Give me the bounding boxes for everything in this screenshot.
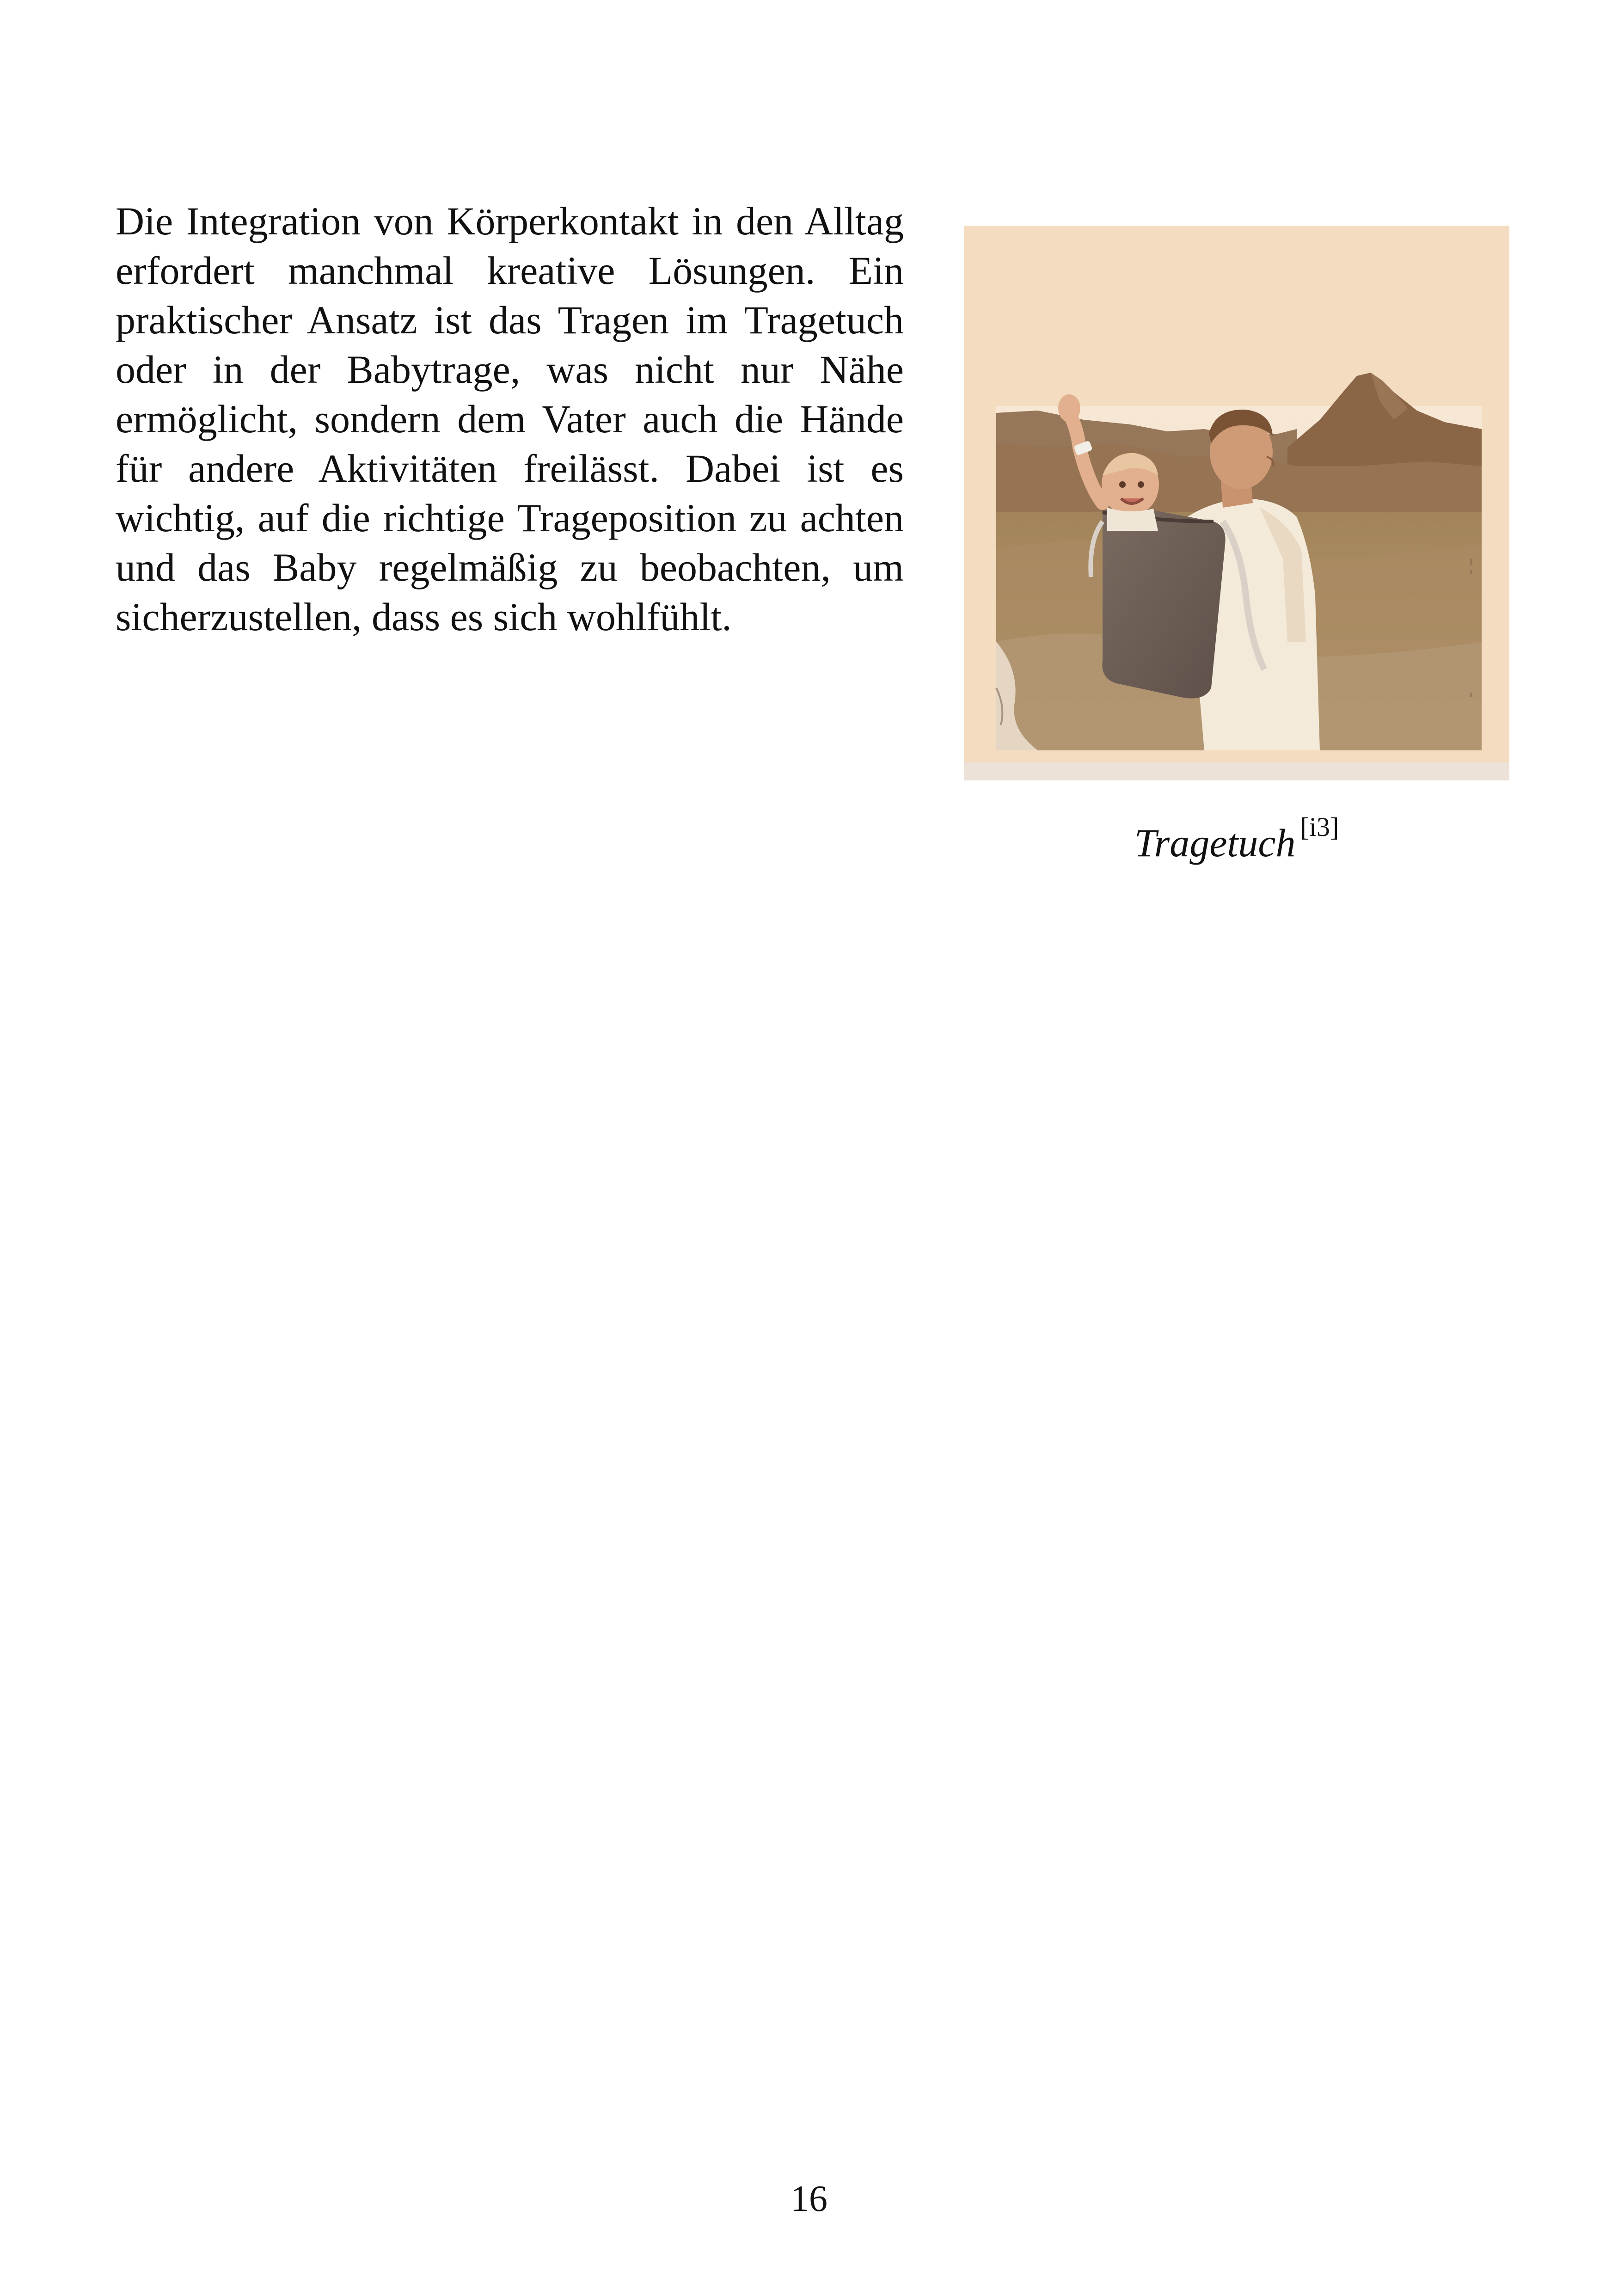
caption-reference: [i3] xyxy=(1300,812,1339,842)
page-number: 16 xyxy=(791,2179,827,2219)
carrier-fabric xyxy=(1102,506,1225,699)
caption-text: Tragetuch xyxy=(1134,821,1296,865)
vintage-photo xyxy=(964,226,1509,780)
body-paragraph: Die Integration von Körperkontakt in den Alltag erfordert manchmal kreative Lösungen. Ein praktischer Ansatz ist das Tragen im Tragetuch oder in der Babytrage, was nicht nur Nähe ermöglicht, sondern dem Vater auch die Hände für andere Aktivitäten freilässt. Dabei ist es wichtig, auf die richtige Trageposition zu achten und das Baby regelmäßig zu beobachten, um sicherzustellen, dass es sich wohlfühlt. xyxy=(116,199,904,639)
figure-caption xyxy=(964,812,1509,868)
figure-photo-father-baby-carrier xyxy=(964,226,1509,780)
